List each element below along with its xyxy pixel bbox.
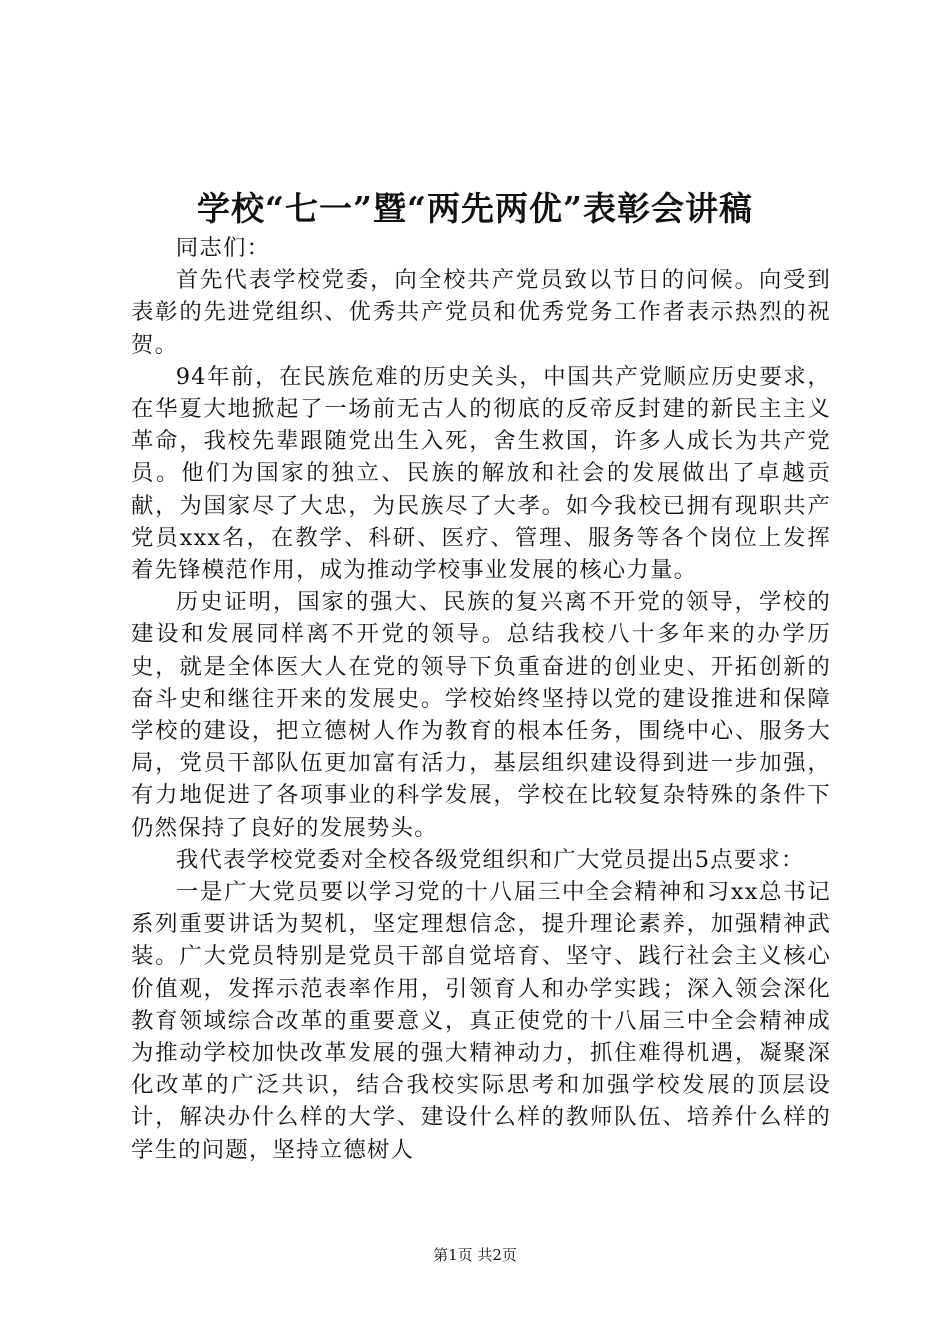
document-body	[131, 232, 831, 1166]
paragraph-requirements-intro: 我代表学校党委对全校各级党组织和广大党员提出5点要求：	[175, 846, 805, 873]
paragraph-history: 94年前，在民族危难的历史关头，中国共产党顺应历史要求，在华夏大地掀起了一场前无古人的彻底的反帝反封建的新民主主义革命，我校先辈跟随党出生入死，舍生救国，许多人成长为共产党员。他们为国家的独立、民族的解放和社会的发展做出了卓越贡献，为国家尽了大忠，为民族尽了大孝。如今我校已拥有现职共产党员xxx名，在教学、科研、医疗、管理、服务等各个岗位上发挥着先锋模范作用，成为推动学校事业发展的核心力量。	[131, 363, 831, 584]
salutation: 同志们：	[175, 235, 271, 261]
paragraph-greeting: 首先代表学校党委，向全校共产党员致以节日的问候。向受到表彰的先进党组织、优秀共产党员和优秀党务工作者表示热烈的祝贺。	[131, 267, 831, 358]
document-title: 学校“七一”暨“两先两优”表彰会讲稿	[197, 189, 753, 228]
page-number: 第1页 共2页	[433, 1246, 517, 1264]
paragraph-requirement-one: 一是广大党员要以学习党的十八届三中全会精神和习xx总书记系列重要讲话为契机，坚定理想信念，提升理论素养，加强精神武装。广大党员特别是党员干部自觉培育、坚守、践行社会主义核心价值观，发挥示范表率作用，引领育人和办学实践；深入领会深化教育领域综合改革的重要意义，真正使党的十八届三中全会精神成为推动学校加快改革发展的强大精神动力，抓住难得机遇，凝聚深化改革的广泛共识，结合我校实际思考和加强学校发展的顶层设计，解决办什么样的大学、建设什么样的教师队伍、培养什么样的学生的问题，坚持立德树人	[131, 879, 831, 1163]
paragraph-leadership: 历史证明，国家的强大、民族的复兴离不开党的领导，学校的建设和发展同样离不开党的领导。总结我校八十多年来的办学历史，就是全体医大人在党的领导下负重奋进的创业史、开拓创新的奋斗史和继往开来的发展史。学校始终坚持以党的建设推进和保障学校的建设，把立德树人作为教育的根本任务，围绕中心、服务大局，党员干部队伍更加富有活力，基层组织建设得到进一步加强，有力地促进了各项事业的科学发展，学校在比较复杂特殊的条件下仍然保持了良好的发展势头。	[131, 589, 831, 841]
